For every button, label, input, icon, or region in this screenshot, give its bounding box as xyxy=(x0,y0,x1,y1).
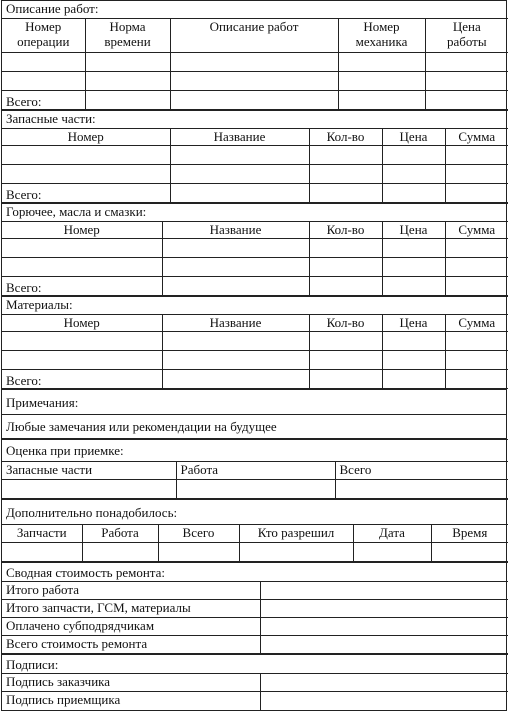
summary-total-label: Всего стоимость ремонта xyxy=(2,636,260,654)
header-line: Цена xyxy=(452,19,481,34)
summary-work-label: Итого работа xyxy=(2,582,260,600)
parts-section-title: Запасные части: xyxy=(2,111,508,129)
header-qty: Кол-во xyxy=(309,222,382,239)
cell[interactable] xyxy=(309,332,382,351)
cell[interactable] xyxy=(425,91,508,110)
materials-section-title: Материалы: xyxy=(2,297,508,315)
fuel-section xyxy=(2,203,508,296)
cell[interactable] xyxy=(382,239,445,258)
header-sum: Сумма xyxy=(445,315,508,332)
notes-section-title: Примечания: xyxy=(2,390,506,415)
header-price: Цена xyxy=(382,222,445,239)
cell[interactable] xyxy=(2,332,162,351)
extra-date: Дата xyxy=(353,525,431,543)
cell[interactable] xyxy=(382,258,445,277)
cell[interactable] xyxy=(309,258,382,277)
header-price: Цена xyxy=(382,315,445,332)
cell[interactable] xyxy=(309,184,382,203)
cell[interactable] xyxy=(85,53,170,72)
cell[interactable] xyxy=(382,351,445,370)
header-sum: Сумма xyxy=(445,129,508,146)
extra-time: Время xyxy=(431,525,508,543)
cell[interactable] xyxy=(2,72,85,91)
extra-approved-by: Кто разрешил xyxy=(239,525,353,543)
cell[interactable] xyxy=(338,72,425,91)
cell[interactable] xyxy=(309,239,382,258)
cell[interactable] xyxy=(85,91,170,110)
cell[interactable] xyxy=(335,480,508,499)
header-number: Номер xyxy=(2,222,162,239)
extra-work: Работа xyxy=(82,525,158,543)
header-line: Номер xyxy=(363,19,400,34)
header-time-norm xyxy=(85,19,170,53)
cell[interactable] xyxy=(2,480,176,499)
cell[interactable] xyxy=(170,91,338,110)
notes-section xyxy=(2,389,506,439)
cell[interactable] xyxy=(82,543,158,562)
cell[interactable] xyxy=(162,258,309,277)
repair-order-form xyxy=(1,0,507,711)
cell[interactable] xyxy=(162,351,309,370)
cell[interactable] xyxy=(162,332,309,351)
cell[interactable] xyxy=(445,165,508,184)
header-sum: Сумма xyxy=(445,222,508,239)
acceptance-parts: Запасные части xyxy=(2,462,176,480)
cell[interactable] xyxy=(2,351,162,370)
cell[interactable] xyxy=(170,146,309,165)
cell[interactable] xyxy=(309,165,382,184)
signatures-section-title: Подписи: xyxy=(2,655,508,674)
cell[interactable] xyxy=(2,146,170,165)
parts-section xyxy=(2,110,508,203)
signature-receiver-label: Подпись приемщика xyxy=(2,692,260,710)
cell[interactable] xyxy=(170,165,309,184)
extra-total: Всего xyxy=(158,525,239,543)
header-line: времени xyxy=(104,34,151,49)
signature-customer-label: Подпись заказчика xyxy=(2,674,260,692)
cell[interactable] xyxy=(170,72,338,91)
materials-section xyxy=(2,296,508,389)
total-label: Всего: xyxy=(2,370,162,389)
cell[interactable] xyxy=(162,370,309,389)
cell[interactable] xyxy=(162,277,309,296)
summary-subcontract-label: Оплачено субподрядчикам xyxy=(2,618,260,636)
header-work-description: Описание работ xyxy=(170,19,338,53)
cell[interactable] xyxy=(170,184,309,203)
fuel-section-title: Горючее, масла и смазки: xyxy=(2,204,508,222)
cell[interactable] xyxy=(382,146,445,165)
header-name: Название xyxy=(170,129,309,146)
cell[interactable] xyxy=(162,239,309,258)
header-number: Номер xyxy=(2,129,170,146)
total-label: Всего: xyxy=(2,184,170,203)
signatures-section xyxy=(2,654,508,710)
summary-section-title: Сводная стоимость ремонта: xyxy=(2,563,508,582)
cell[interactable] xyxy=(431,543,508,562)
cell[interactable] xyxy=(445,258,508,277)
total-label: Всего: xyxy=(2,91,85,110)
cell[interactable] xyxy=(176,480,335,499)
header-qty: Кол-во xyxy=(309,129,382,146)
summary-section xyxy=(2,562,508,654)
cell[interactable] xyxy=(85,72,170,91)
acceptance-work: Работа xyxy=(176,462,335,480)
cell[interactable] xyxy=(338,53,425,72)
acceptance-section xyxy=(2,439,508,499)
signature-customer-field[interactable] xyxy=(260,674,508,692)
cell[interactable] xyxy=(2,53,85,72)
header-line: операции xyxy=(17,34,70,49)
cell[interactable] xyxy=(445,184,508,203)
header-work-price xyxy=(425,19,508,53)
cell[interactable] xyxy=(2,239,162,258)
summary-total-value[interactable] xyxy=(260,636,508,654)
total-label: Всего: xyxy=(2,277,162,296)
work-section xyxy=(2,1,508,110)
extra-parts: Запчасти xyxy=(2,525,82,543)
summary-parts-value[interactable] xyxy=(260,600,508,618)
cell[interactable] xyxy=(445,239,508,258)
cell[interactable] xyxy=(338,91,425,110)
header-number: Номер xyxy=(2,315,162,332)
header-line: Номер xyxy=(25,19,62,34)
cell[interactable] xyxy=(445,277,508,296)
cell[interactable] xyxy=(309,277,382,296)
cell[interactable] xyxy=(382,370,445,389)
signature-receiver-field[interactable] xyxy=(260,692,508,710)
cell[interactable] xyxy=(445,370,508,389)
header-name: Название xyxy=(162,315,309,332)
cell[interactable] xyxy=(170,53,338,72)
cell[interactable] xyxy=(2,258,162,277)
cell[interactable] xyxy=(353,543,431,562)
extra-section xyxy=(2,499,508,562)
summary-work-value[interactable] xyxy=(260,582,508,600)
cell[interactable] xyxy=(2,165,170,184)
header-line: Норма xyxy=(109,19,146,34)
extra-section-title: Дополнительно понадобилось: xyxy=(2,500,508,525)
cell[interactable] xyxy=(239,543,353,562)
cell[interactable] xyxy=(382,165,445,184)
header-line: механика xyxy=(355,34,408,49)
summary-parts-label: Итого запчасти, ГСМ, материалы xyxy=(2,600,260,618)
cell[interactable] xyxy=(425,72,508,91)
cell[interactable] xyxy=(382,184,445,203)
acceptance-total: Всего xyxy=(335,462,508,480)
header-qty: Кол-во xyxy=(309,315,382,332)
cell[interactable] xyxy=(445,351,508,370)
header-price: Цена xyxy=(382,129,445,146)
cell[interactable] xyxy=(309,370,382,389)
header-mechanic-number xyxy=(338,19,425,53)
header-line: работы xyxy=(446,34,487,49)
header-name: Название xyxy=(162,222,309,239)
work-section-title: Описание работ: xyxy=(2,1,508,19)
cell[interactable] xyxy=(309,146,382,165)
cell[interactable] xyxy=(158,543,239,562)
cell[interactable] xyxy=(2,543,82,562)
cell[interactable] xyxy=(445,146,508,165)
acceptance-section-title: Оценка при приемке: xyxy=(2,440,508,462)
cell[interactable] xyxy=(445,332,508,351)
summary-subcontract-value[interactable] xyxy=(260,618,508,636)
cell[interactable] xyxy=(382,277,445,296)
cell[interactable] xyxy=(425,53,508,72)
cell[interactable] xyxy=(382,332,445,351)
header-operation-number xyxy=(2,19,85,53)
cell[interactable] xyxy=(309,351,382,370)
notes-text[interactable]: Любые замечания или рекомендации на будущее xyxy=(2,415,506,439)
